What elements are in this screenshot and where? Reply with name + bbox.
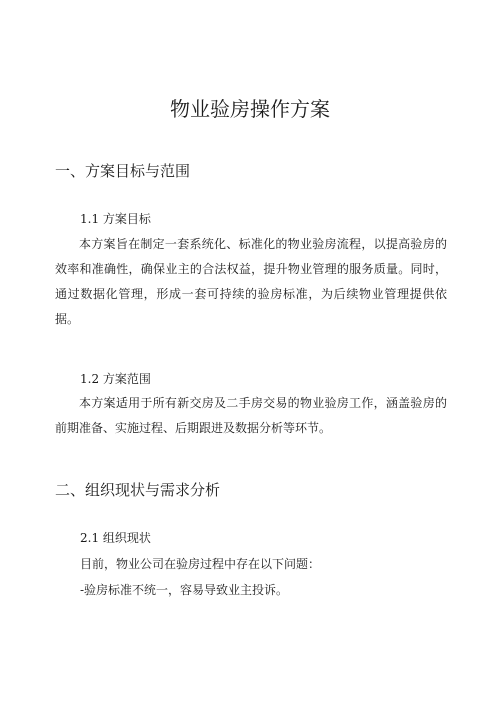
section-heading-1: 一、方案目标与范围 [55, 162, 191, 180]
paragraph-1-1: 本方案旨在制定一套系统化、标准化的物业验房流程，以提高验房的效率和准确性，确保业主的合法权益，提升物业管理的服务质量。同时，通过数据化管理，形成一套可持续的验房标准，为后续物业管理提供依据。 [55, 237, 447, 326]
document-title: 物业验房操作方案 [170, 97, 330, 121]
paragraph-2-1-intro: 目前，物业公司在验房过程中存在以下问题： [80, 557, 321, 571]
list-item-2-1-1: -验房标准不统一，容易导致业主投诉。 [80, 583, 289, 597]
section-heading-2: 二、组织现状与需求分析 [55, 481, 221, 499]
paragraph-1-2: 本方案适用于所有新交房及二手房交易的物业验房工作，涵盖验房的前期准备、实施过程、后期跟进及数据分析等环节。 [55, 396, 447, 435]
subsection-heading-2-1: 2.1 组织现状 [80, 531, 151, 545]
subsection-heading-1-1: 1.1 方案目标 [80, 212, 151, 226]
subsection-heading-1-2: 1.2 方案范围 [80, 372, 151, 386]
